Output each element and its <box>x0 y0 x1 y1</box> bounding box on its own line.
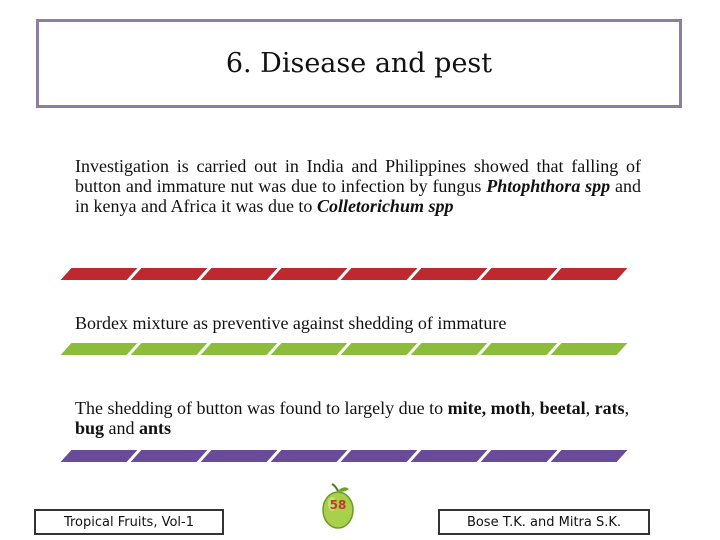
para3-bold-c: rats <box>594 398 625 418</box>
title-box <box>36 19 682 108</box>
purple-divider-segment <box>411 450 488 462</box>
purple-divider-segment <box>341 450 418 462</box>
paragraph-shedding <box>75 398 641 438</box>
para3-sep-b: , <box>585 398 595 418</box>
green-divider <box>66 343 622 355</box>
red-divider-segment <box>201 268 278 280</box>
purple-divider-segment <box>131 450 208 462</box>
page-number: 58 <box>329 498 347 512</box>
para1-italic-a: Phtophthora spp <box>486 176 611 196</box>
red-divider <box>66 268 622 280</box>
red-divider-segment <box>551 268 628 280</box>
para3-sep-a: , <box>530 398 540 418</box>
red-divider-segment <box>131 268 208 280</box>
para3-bold-d: bug <box>75 418 105 438</box>
green-divider-segment <box>201 343 278 355</box>
green-divider-segment <box>481 343 558 355</box>
para1-text-b: and in kenya and Africa it was due to <box>75 176 641 216</box>
green-divider-segment <box>551 343 628 355</box>
para3-bold-a: mite, moth <box>447 398 531 418</box>
footer-authors: Bose T.K. and Mitra S.K. <box>438 509 650 535</box>
para3-text-and: and <box>104 418 140 438</box>
para1-italic-b: Colletorichum spp <box>316 196 454 216</box>
red-divider-segment <box>271 268 348 280</box>
red-divider-segment <box>61 268 138 280</box>
purple-divider-segment <box>271 450 348 462</box>
paragraph-investigation <box>75 156 641 216</box>
red-divider-segment <box>481 268 558 280</box>
para3-text-a: The shedding of button was found to largely due to <box>75 398 448 418</box>
para3-bold-e: ants <box>139 418 172 438</box>
green-divider-segment <box>131 343 208 355</box>
purple-divider-segment <box>201 450 278 462</box>
purple-divider-segment <box>61 450 138 462</box>
slide-title: 6. Disease and pest <box>225 48 493 79</box>
paragraph-bordex: Bordex mixture as preventive against shedding of immature <box>75 313 507 333</box>
green-divider-segment <box>271 343 348 355</box>
red-divider-segment <box>411 268 488 280</box>
purple-divider <box>66 450 622 462</box>
para3-sep-c: , <box>624 398 630 418</box>
para1-text-a: Investigation is carried out in India and Philippines showed that falling of button and immature nut was due to infection by fungus <box>75 156 641 196</box>
green-divider-segment <box>341 343 418 355</box>
green-divider-segment <box>61 343 138 355</box>
para3-bold-b: beetal <box>539 398 586 418</box>
purple-divider-segment <box>481 450 558 462</box>
page-number-badge <box>318 483 358 531</box>
footer-book-title: Tropical Fruits, Vol-1 <box>34 509 224 535</box>
red-divider-segment <box>341 268 418 280</box>
green-divider-segment <box>411 343 488 355</box>
purple-divider-segment <box>551 450 628 462</box>
